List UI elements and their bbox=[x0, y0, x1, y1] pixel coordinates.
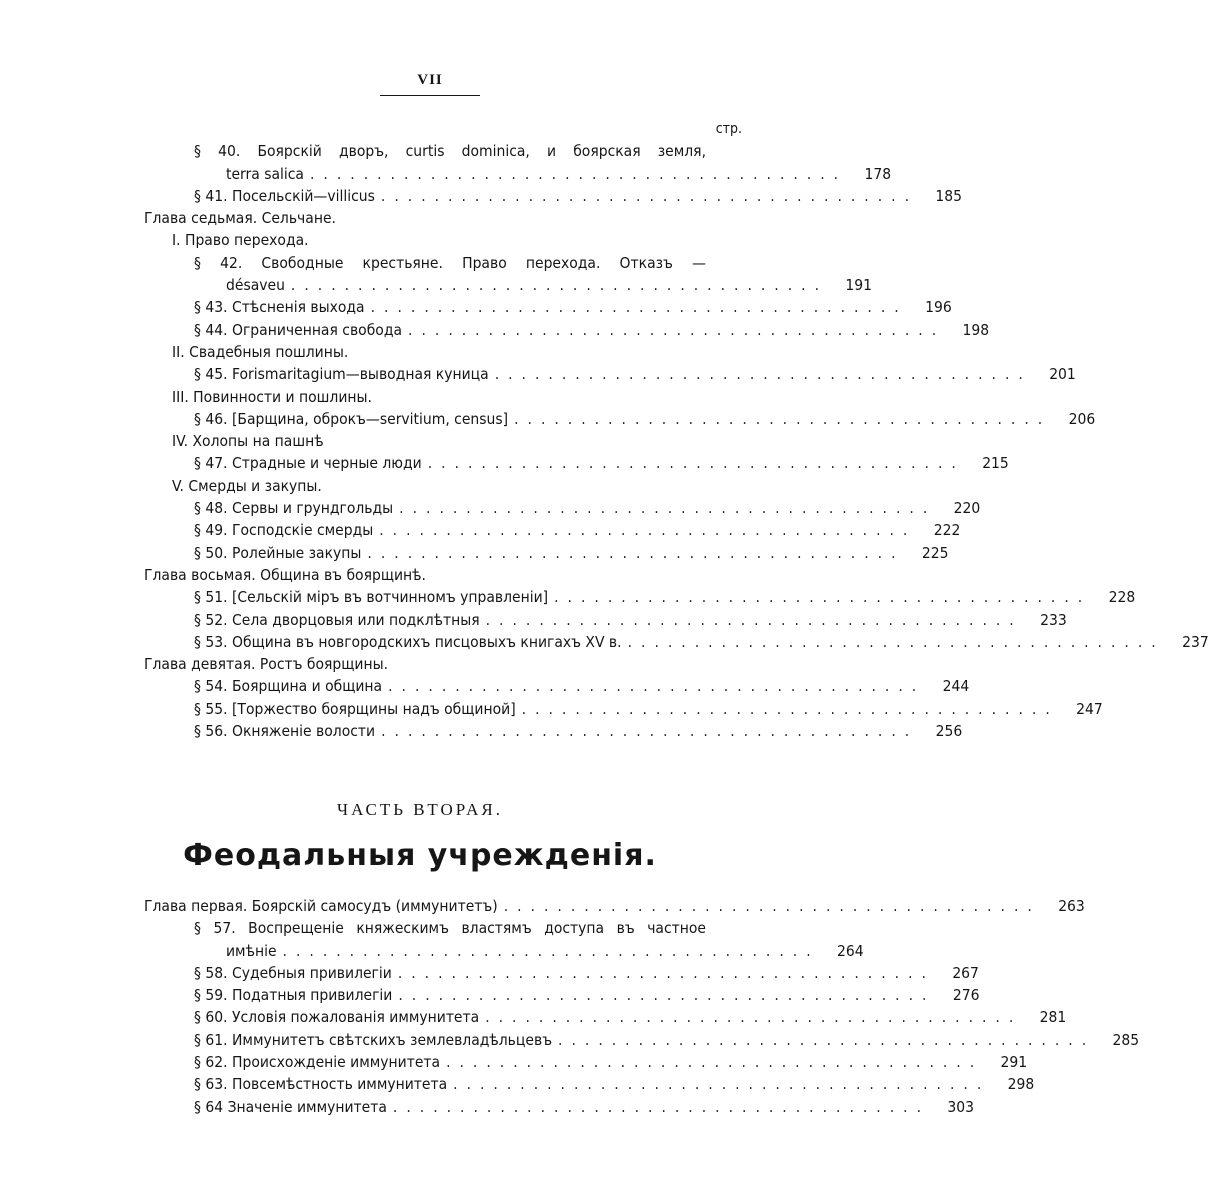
dot-leader: ........................................ bbox=[397, 963, 935, 982]
header-rule bbox=[380, 95, 480, 96]
toc-entry-text: § 53. Община въ новгородскихъ писцовыхъ книгахъ XV в. bbox=[194, 632, 622, 651]
toc-entry-text: § 64 Значеніе иммунитета bbox=[194, 1097, 387, 1116]
toc-entry-49 bbox=[144, 519, 961, 541]
toc-entry-text: § 41. Посельскій—villicus bbox=[194, 186, 375, 205]
toc-page-number: 206 bbox=[1068, 409, 1096, 428]
toc-entry-text: § 60. Условія пожалованія иммунитета bbox=[194, 1008, 480, 1027]
toc-subpart-V bbox=[144, 475, 744, 497]
toc-entry-63 bbox=[144, 1073, 1035, 1095]
dot-leader: ........................................ bbox=[514, 409, 1052, 428]
toc-page-number: 285 bbox=[1112, 1030, 1140, 1049]
toc-entry-59 bbox=[144, 984, 980, 1006]
toc-page-number: 225 bbox=[921, 543, 949, 562]
dot-leader: ........................................ bbox=[521, 699, 1059, 718]
toc-entry-text: § 52. Села дворцовыя или подклѣтныя bbox=[194, 610, 480, 629]
toc-entry-58 bbox=[144, 962, 979, 984]
toc-entry-51 bbox=[144, 586, 1136, 608]
toc-page-number: 222 bbox=[933, 521, 961, 540]
toc-subpart-II bbox=[144, 341, 744, 363]
part-two-title: Феодальныя учрежденія. bbox=[183, 838, 657, 873]
subpart-heading: V. Смерды и закупы. bbox=[172, 476, 322, 495]
dot-leader: ........................................ bbox=[388, 677, 926, 696]
dot-leader: ........................................ bbox=[485, 610, 1023, 629]
toc-entry-43 bbox=[144, 296, 952, 318]
toc-entry-text: § 48. Сервы и грундгольды bbox=[194, 499, 394, 518]
toc-entry-45 bbox=[144, 363, 1076, 385]
toc-entry-text: § 55. [Торжество боярщины надъ общиной] bbox=[194, 699, 516, 718]
toc-entry-57 bbox=[144, 917, 744, 939]
toc-chapter-8 bbox=[144, 564, 744, 586]
toc-page-number: 178 bbox=[864, 164, 892, 183]
toc-entry-text: § 47. Страдные и черные люди bbox=[194, 454, 422, 473]
toc-entry-56 bbox=[144, 720, 963, 742]
subpart-heading: I. Право перехода. bbox=[172, 231, 309, 250]
toc-entry-47 bbox=[144, 452, 1009, 474]
subpart-heading: III. Повинности и пошлины. bbox=[172, 387, 372, 406]
toc-entry-text: § 44. Ограниченная свобода bbox=[194, 320, 403, 339]
toc-page-number: 281 bbox=[1039, 1008, 1067, 1027]
toc-page-number: 185 bbox=[935, 186, 963, 205]
toc-entry-64 bbox=[144, 1096, 975, 1118]
toc-page-number: 215 bbox=[982, 454, 1009, 473]
toc-page-number: 228 bbox=[1108, 588, 1136, 607]
chapter-heading: Глава первая. Боярскій самосудъ (иммунитетъ) bbox=[144, 897, 498, 915]
toc-page-number: 201 bbox=[1049, 365, 1076, 384]
toc-page-number: 276 bbox=[952, 986, 980, 1005]
chapter-heading: Глава девятая. Ростъ боярщины. bbox=[144, 655, 389, 674]
toc-entry-text: § 56. Окняженіе волости bbox=[194, 722, 376, 741]
toc-entry-42-cont bbox=[144, 274, 873, 296]
page-column-label: стр. bbox=[715, 121, 742, 137]
toc-subpart-III bbox=[144, 386, 744, 408]
toc-entry-46 bbox=[144, 408, 1096, 430]
toc-entry-61 bbox=[144, 1029, 1140, 1051]
toc-page-number: 244 bbox=[942, 677, 970, 696]
chapter-heading: Глава восьмая. Община въ боярщинѣ. bbox=[144, 565, 426, 584]
toc-page-number: 264 bbox=[837, 941, 864, 960]
toc-subpart-IV bbox=[144, 430, 744, 452]
toc-subpart-I bbox=[144, 229, 744, 251]
part-two-label: ЧАСТЬ ВТОРАЯ. bbox=[337, 800, 503, 819]
toc-chapter-1 bbox=[144, 895, 1085, 917]
toc-page-number: 267 bbox=[952, 963, 979, 982]
dot-leader: ........................................ bbox=[554, 588, 1092, 607]
toc-entry-41 bbox=[144, 185, 963, 207]
page-number-header: VII bbox=[417, 72, 443, 88]
dot-leader: ........................................ bbox=[408, 320, 946, 339]
toc-entry-text: § 61. Иммунитетъ свѣтскихъ землевладѣльцевъ bbox=[194, 1030, 553, 1049]
toc-page-number: 247 bbox=[1076, 699, 1103, 718]
subpart-heading: II. Свадебныя пошлины. bbox=[172, 342, 349, 361]
toc-page-number: 233 bbox=[1040, 610, 1067, 629]
toc-page-number: 237 bbox=[1182, 632, 1209, 651]
toc-entry-text: § 51. [Сельскій міръ въ вотчинномъ управленіи] bbox=[194, 588, 549, 607]
toc-page-number: 256 bbox=[935, 722, 963, 741]
toc-entry-text: § 57. Воспрещеніе княжескимъ властямъ доступа въ частное bbox=[194, 919, 706, 938]
toc-page-number: 291 bbox=[1000, 1053, 1028, 1072]
dot-leader: ........................................ bbox=[427, 454, 965, 473]
subpart-heading: IV. Холопы на пашнѣ bbox=[172, 432, 324, 451]
toc-entry-52 bbox=[144, 609, 1067, 631]
dot-leader: ........................................ bbox=[381, 722, 919, 741]
toc-page-number: 263 bbox=[1058, 897, 1085, 915]
dot-leader: ........................................ bbox=[558, 1030, 1096, 1049]
table-of-contents-part-two bbox=[144, 895, 1140, 1118]
dot-leader: ........................................ bbox=[453, 1075, 991, 1094]
dot-leader: ........................................ bbox=[627, 632, 1165, 651]
dot-leader: ........................................ bbox=[446, 1053, 984, 1072]
toc-chapter-7 bbox=[144, 207, 744, 229]
toc-page-number: 198 bbox=[962, 320, 990, 339]
dot-leader: ........................................ bbox=[392, 1097, 931, 1116]
toc-entry-50 bbox=[144, 542, 949, 564]
toc-entry-text: § 50. Ролейные закупы bbox=[194, 543, 362, 562]
dot-leader: ........................................ bbox=[494, 365, 1032, 384]
toc-entry-42 bbox=[144, 252, 744, 274]
dot-leader: ........................................ bbox=[309, 164, 848, 183]
toc-page-number: 196 bbox=[925, 298, 952, 317]
dot-leader: ........................................ bbox=[503, 897, 1041, 915]
toc-entry-text: имѣніе bbox=[226, 941, 277, 960]
dot-leader: ........................................ bbox=[367, 543, 905, 562]
toc-entry-text: terra salica bbox=[226, 164, 304, 183]
toc-entry-44 bbox=[144, 319, 990, 341]
toc-page-number: 191 bbox=[845, 276, 873, 295]
toc-chapter-9 bbox=[144, 653, 744, 675]
dot-leader: ........................................ bbox=[290, 276, 829, 295]
toc-entry-text: § 62. Происхожденіе иммунитета bbox=[194, 1053, 441, 1072]
toc-entry-text: § 54. Боярщина и община bbox=[194, 677, 383, 696]
toc-page-number: 303 bbox=[947, 1097, 975, 1116]
toc-entry-text: § 43. Стѣсненія выхода bbox=[194, 298, 365, 317]
toc-entry-53 bbox=[144, 631, 1209, 653]
dot-leader: ........................................ bbox=[399, 499, 937, 518]
toc-entry-54 bbox=[144, 675, 970, 697]
toc-entry-text: désaveu bbox=[226, 276, 285, 295]
dot-leader: ........................................ bbox=[370, 298, 908, 317]
toc-entry-55 bbox=[144, 698, 1103, 720]
toc-entry-62 bbox=[144, 1051, 1028, 1073]
toc-entry-text: § 58. Судебныя привилегіи bbox=[194, 963, 392, 982]
toc-entry-text: § 63. Повсемѣстность иммунитета bbox=[194, 1075, 448, 1094]
toc-entry-text: § 46. [Барщина, оброкъ—servitium, census] bbox=[194, 409, 509, 428]
dot-leader: ........................................ bbox=[398, 986, 936, 1005]
toc-entry-48 bbox=[144, 497, 981, 519]
dot-leader: ........................................ bbox=[282, 941, 820, 960]
dot-leader: ........................................ bbox=[485, 1008, 1023, 1027]
chapter-heading: Глава седьмая. Сельчане. bbox=[144, 209, 336, 228]
toc-page-number: 220 bbox=[953, 499, 981, 518]
toc-entry-text: § 42. Свободные крестьяне. Право перехода. Отказъ — bbox=[194, 253, 706, 272]
toc-entry-text: § 59. Податныя привилегіи bbox=[194, 986, 393, 1005]
toc-entry-text: § 40. Боярскій дворъ, curtis dominica, и боярская земля, bbox=[194, 142, 706, 161]
toc-entry-40-cont bbox=[144, 163, 892, 185]
toc-page-number: 298 bbox=[1007, 1075, 1035, 1094]
toc-entry-60 bbox=[144, 1006, 1067, 1028]
dot-leader: ........................................ bbox=[380, 186, 919, 205]
toc-entry-57-cont bbox=[144, 940, 864, 962]
toc-entry-40 bbox=[144, 140, 744, 162]
dot-leader: ........................................ bbox=[379, 521, 917, 540]
toc-entry-text: § 45. Forismaritagium—выводная куница bbox=[194, 365, 489, 384]
table-of-contents bbox=[144, 118, 1209, 742]
toc-entry-text: § 49. Господскіе смерды bbox=[194, 521, 374, 540]
